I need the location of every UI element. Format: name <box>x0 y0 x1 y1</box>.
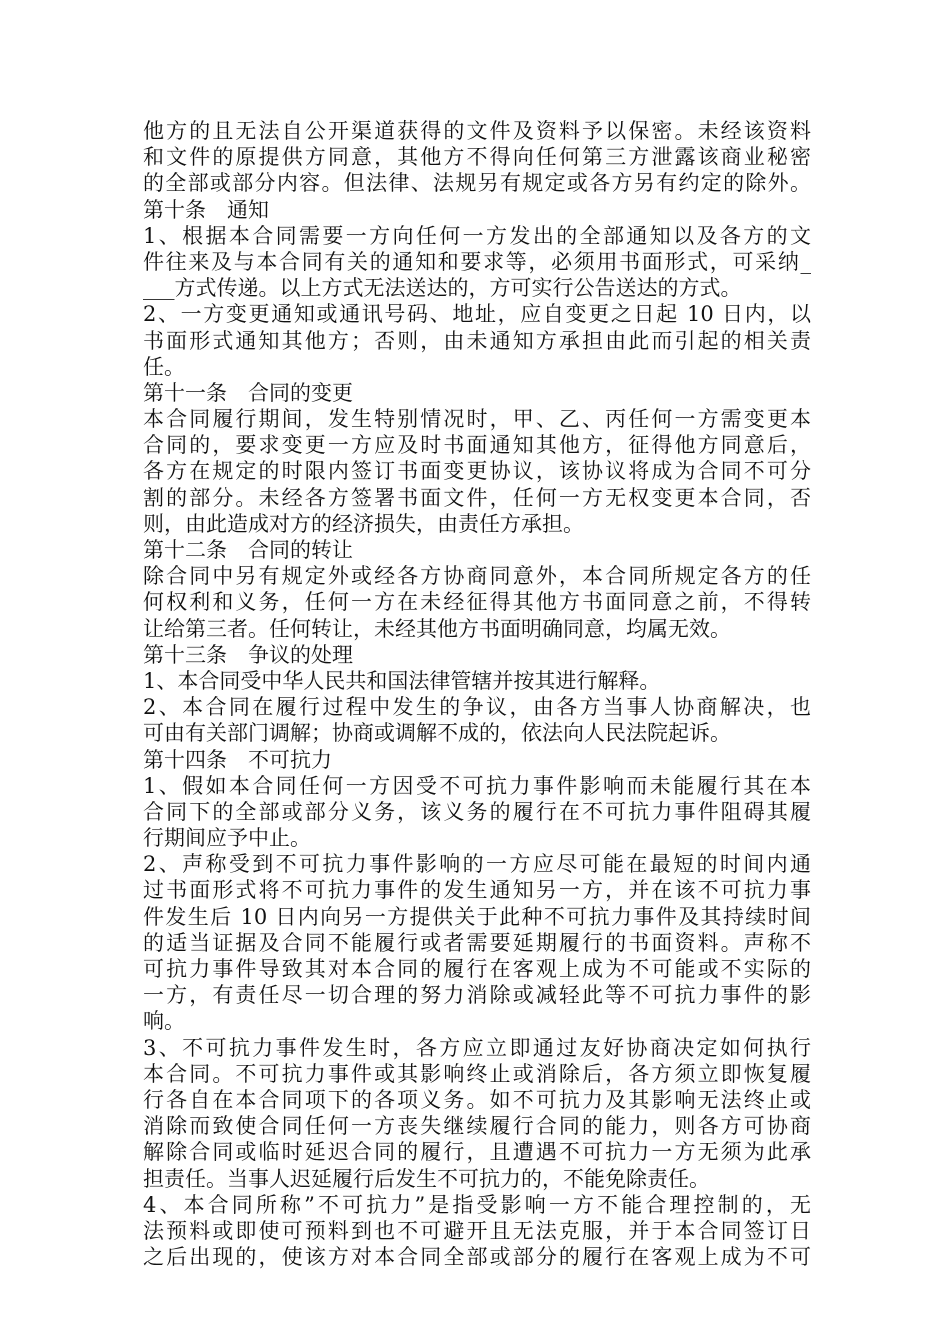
body-text-line: 担责任。当事人迟延履行后发生不可抗力的，不能免除责任。 <box>143 1166 710 1191</box>
body-text-line: 解除合同或临时延迟合同的履行，且遭遇不可抗力一方无须为此承 <box>143 1140 811 1165</box>
body-text-line: 4、本合同所称”不可抗力”是指受影响一方不能合理控制的，无 <box>143 1192 811 1217</box>
body-text-line: 的全部或部分内容。但法律、法规另有规定或各方另有约定的除外。 <box>143 171 811 196</box>
body-text-line: 过书面形式将不可抗力事件的发生通知另一方，并在该不可抗力事 <box>143 878 811 903</box>
body-text-line: 1、本合同受中华人民共和国法律管辖并按其进行解释。 <box>143 668 661 693</box>
body-text-line: 可由有关部门调解；协商或调解不成的，依法向人民法院起诉。 <box>143 721 731 746</box>
body-text-line: 1、根据本合同需要一方向任何一方发出的全部通知以及各方的文 <box>143 223 811 248</box>
body-text-line: 除合同中另有规定外或经各方协商同意外，本合同所规定各方的任 <box>143 564 811 589</box>
body-text-line: 可抗力事件导致其对本合同的履行在客观上成为不可能或不实际的 <box>143 957 811 981</box>
body-text-line: 3、不可抗力事件发生时，各方应立即通过友好协商决定如何执行 <box>143 1035 811 1060</box>
section-heading: 第十二条 合同的转让 <box>143 538 353 562</box>
body-text-line: 则，由此造成对方的经济损失，由责任方承担。 <box>143 511 584 536</box>
contract-page <box>143 118 811 1270</box>
body-text-line: 本合同。不可抗力事件或其影响终止或消除后，各方须立即恢复履 <box>143 1061 811 1086</box>
body-text-line: 2、声称受到不可抗力事件影响的一方应尽可能在最短的时间内通 <box>143 852 811 877</box>
body-text-line: 行期间应予中止。 <box>143 826 311 851</box>
body-text-line: 1、假如本合同任何一方因受不可抗力事件影响而未能履行其在本 <box>143 773 811 798</box>
body-text-line: 和文件的原提供方同意，其他方不得向任何第三方泄露该商业秘密 <box>143 145 811 170</box>
body-text-line: 让给第三者。任何转让，未经其他方书面明确同意，均属无效。 <box>143 616 731 641</box>
body-text-line: 合同下的全部或部分义务，该义务的履行在不可抗力事件阻碍其履 <box>143 799 811 824</box>
body-text-line: 一方，有责任尽一切合理的努力消除或减轻此等不可抗力事件的影 <box>143 983 811 1008</box>
body-text-line: 他方的且无法自公开渠道获得的文件及资料予以保密。未经该资料 <box>143 119 811 143</box>
body-text-line: 的适当证据及合同不能履行或者需要延期履行的书面资料。声称不 <box>143 930 811 955</box>
body-text-line: 割的部分。未经各方签署书面文件，任何一方无权变更本合同，否 <box>143 485 811 510</box>
body-text-line: 2、本合同在履行过程中发生的争议，由各方当事人协商解决，也 <box>143 695 811 720</box>
body-text-line: 何权利和义务，任何一方在未经征得其他方书面同意之前，不得转 <box>143 590 811 615</box>
body-text-line: 本合同履行期间，发生特别情况时，甲、乙、丙任何一方需变更本 <box>143 407 811 432</box>
body-text-line: 消除而致使合同任何一方丧失继续履行合同的能力，则各方可协商 <box>143 1114 811 1139</box>
body-text-line: 书面形式通知其他方；否则，由未通知方承担由此而引起的相关责 <box>143 328 811 353</box>
body-text-line: 件往来及与本合同有关的通知和要求等，必须用书面形式，可采纳_ <box>143 249 811 274</box>
body-text-line: 任。 <box>143 354 185 379</box>
body-text-line: 件发生后 10 日内向另一方提供关于此种不可抗力事件及其持续时间 <box>143 904 811 929</box>
section-heading: 第十一条 合同的变更 <box>143 380 353 405</box>
body-text-line: 响。 <box>143 1009 185 1034</box>
body-text-line: 法预料或即使可预料到也不可避开且无法克服，并于本合同签订日 <box>143 1218 811 1243</box>
section-heading: 第十条 通知 <box>143 197 269 222</box>
body-text-line: 之后出现的，使该方对本合同全部或部分的履行在客观上成为不可 <box>143 1245 811 1270</box>
body-text-line: 2、一方变更通知或通讯号码、地址，应自变更之日起 10 日内，以 <box>143 302 811 327</box>
section-heading: 第十四条 不可抗力 <box>143 747 332 772</box>
section-heading: 第十三条 争议的处理 <box>143 642 353 667</box>
body-text-line: 合同的，要求变更一方应及时书面通知其他方，征得他方同意后， <box>143 433 811 458</box>
body-text-line: 各方在规定的时限内签订书面变更协议，该协议将成为合同不可分 <box>143 459 811 484</box>
body-text-line: 行各自在本合同项下的各项义务。如不可抗力及其影响无法终止或 <box>143 1087 811 1112</box>
body-text-line: ___方式传递。以上方式无法送达的，方可实行公告送达的方式。 <box>143 276 742 301</box>
